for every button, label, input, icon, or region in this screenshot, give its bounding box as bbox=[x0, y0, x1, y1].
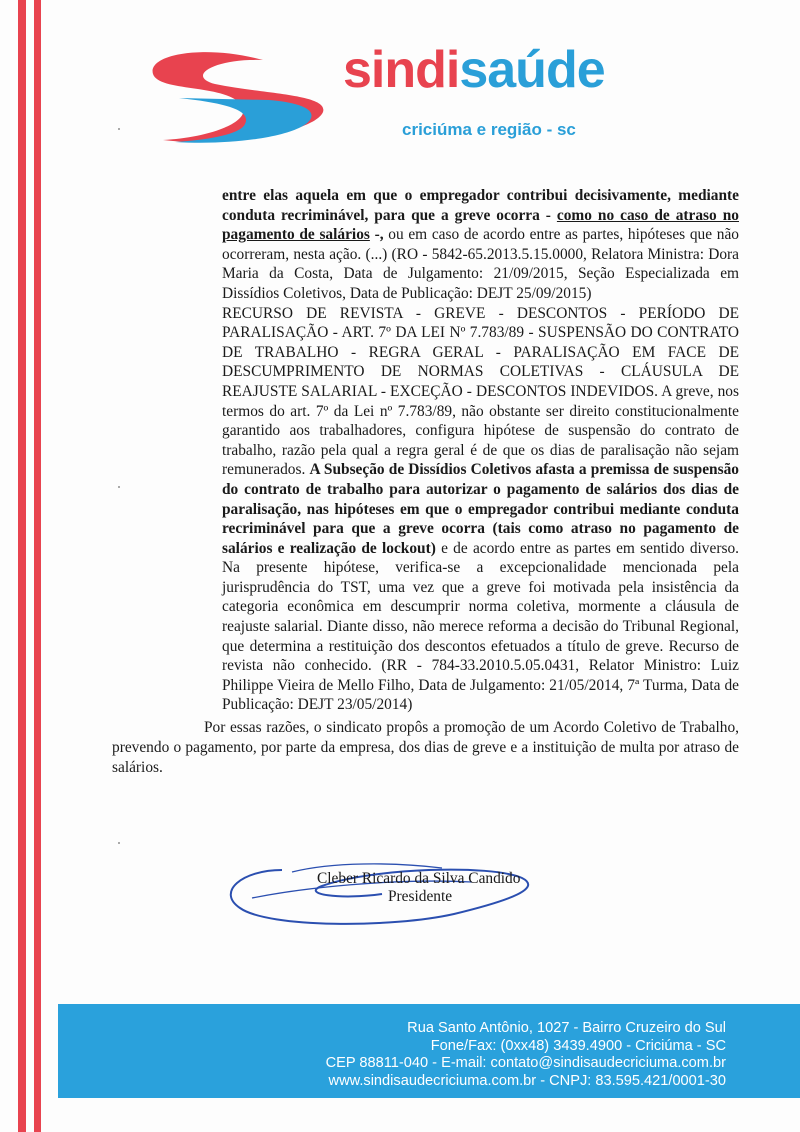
first-ementa-excerpt bbox=[222, 186, 739, 304]
left-red-stripe-outer bbox=[18, 0, 26, 1132]
scan-speck bbox=[118, 486, 120, 488]
second-ementa-closing: e de acordo entre as partes em sentido diverso. Na presente hipótese, verifica-se a excepcionalidade mencionada pela jurisprudência do TST, uma vez que a greve foi motivada pela insistência da categoria econômica em descumprir norma coletiva, mormente a cláusula de reajuste salarial. Diante disso, não merece reforma a decisão do Tribunal Regional, que determina a restituição dos descontos efetuados a título de greve. Recurso de revista não conhecido. (RR - 784-33.2010.5.05.0431, Relator Ministro: Luiz Philippe Vieira de Mello Filho, Data de Julgamento: 21/05/2014, 7ª Turma, Data de Publicação: DEJT 23/05/2014) bbox=[222, 539, 739, 714]
jurisprudence-quote bbox=[222, 186, 739, 715]
brand-name-part2: saúde bbox=[459, 41, 605, 99]
left-red-stripe-inner bbox=[34, 0, 41, 1132]
signatory-name: Cleber Ricardo da Silva Candido bbox=[317, 870, 521, 887]
second-ementa bbox=[222, 304, 739, 715]
letterhead-logo bbox=[145, 41, 645, 148]
second-ementa-text: RECURSO DE REVISTA - GREVE - DESCONTOS - PERÍODO DE PARALISAÇÃO - ART. 7º DA LEI Nº 7.783/89 - SUSPENSÃO DO CONTRATO DE TRABALHO - REGRA GERAL - PARALISAÇÃO EM FACE DE DESCUMPRIMENTO DE NORMAS COLETIVAS - CLÁUSULA DE REAJUSTE SALARIAL - EXCEÇÃO - DESCONTOS INDEVIDOS. A greve, nos termos do art. 7º da Lei nº 7.783/89, não obstante ser direito constitucionalmente garantido aos trabalhadores, configura hipótese de suspensão do contrato de trabalho, razão pela qual a regra geral é de que os dias de paralisação não sejam remunerados. bbox=[222, 304, 739, 479]
swoosh-logo-icon bbox=[145, 48, 345, 148]
footer-cep-email: CEP 88811-040 - E-mail: contato@sindisaudecriciuma.com.br bbox=[325, 1055, 726, 1071]
brand-tagline: criciúma e região - sc bbox=[402, 120, 576, 139]
footer-contact bbox=[326, 1020, 726, 1090]
brand-name bbox=[343, 41, 605, 99]
conclusion-paragraph: Por essas razões, o sindicato propôs a promoção de um Acordo Coletivo de Trabalho, prevendo o pagamento, por parte da empresa, dos dias de greve e a instituição de multa por atraso de salários. bbox=[112, 719, 739, 776]
bold-passage: A Subseção de Dissídios Coletivos afasta a premissa de suspensão do contrato de trabalho para autorizar o pagamento de salários dos dias de paralisação, nas hipóteses em que o empregador contribui mediante conduta recriminável para que a greve ocorra (tais como atraso no pagamento de salários e realização de lockout) bbox=[222, 461, 739, 557]
signature-block bbox=[222, 848, 582, 928]
underlined-phrase: como no caso de atraso no pagamento de salários bbox=[222, 206, 739, 244]
footer-phone: Fone/Fax: (0xx48) 3439.4900 - Criciúma - SC bbox=[430, 1037, 726, 1054]
footer-site-cnpj: www.sindisaudecriciuma.com.br - CNPJ: 83.595.421/0001-30 bbox=[328, 1072, 726, 1089]
bold-intro: entre elas aquela em que o empregador contribui decisivamente, mediante conduta recriminável, para que a greve ocorra - bbox=[222, 187, 739, 224]
scan-speck bbox=[118, 842, 120, 844]
footer-address: Rua Santo Antônio, 1027 - Bairro Cruzeiro do Sul bbox=[407, 1020, 726, 1036]
footer-band bbox=[58, 1004, 800, 1098]
brand-name-part1: sindi bbox=[343, 41, 460, 99]
signatory-role: Presidente bbox=[388, 888, 453, 905]
scan-speck bbox=[118, 128, 120, 130]
first-ementa-citation: ou em caso de acordo entre as partes, hipóteses que não ocorreram, nesta ação. (...) (RO - 5842-65.2013.5.15.0000, Relatora Ministra: Dora Maria da Costa, Data de Julgamento: 21/09/2015, Seção Especializada em Dissídios Coletivos, Data de Publicação: DEJT 25/09/2015) bbox=[222, 226, 739, 302]
bold-dash: -, bbox=[369, 226, 384, 244]
